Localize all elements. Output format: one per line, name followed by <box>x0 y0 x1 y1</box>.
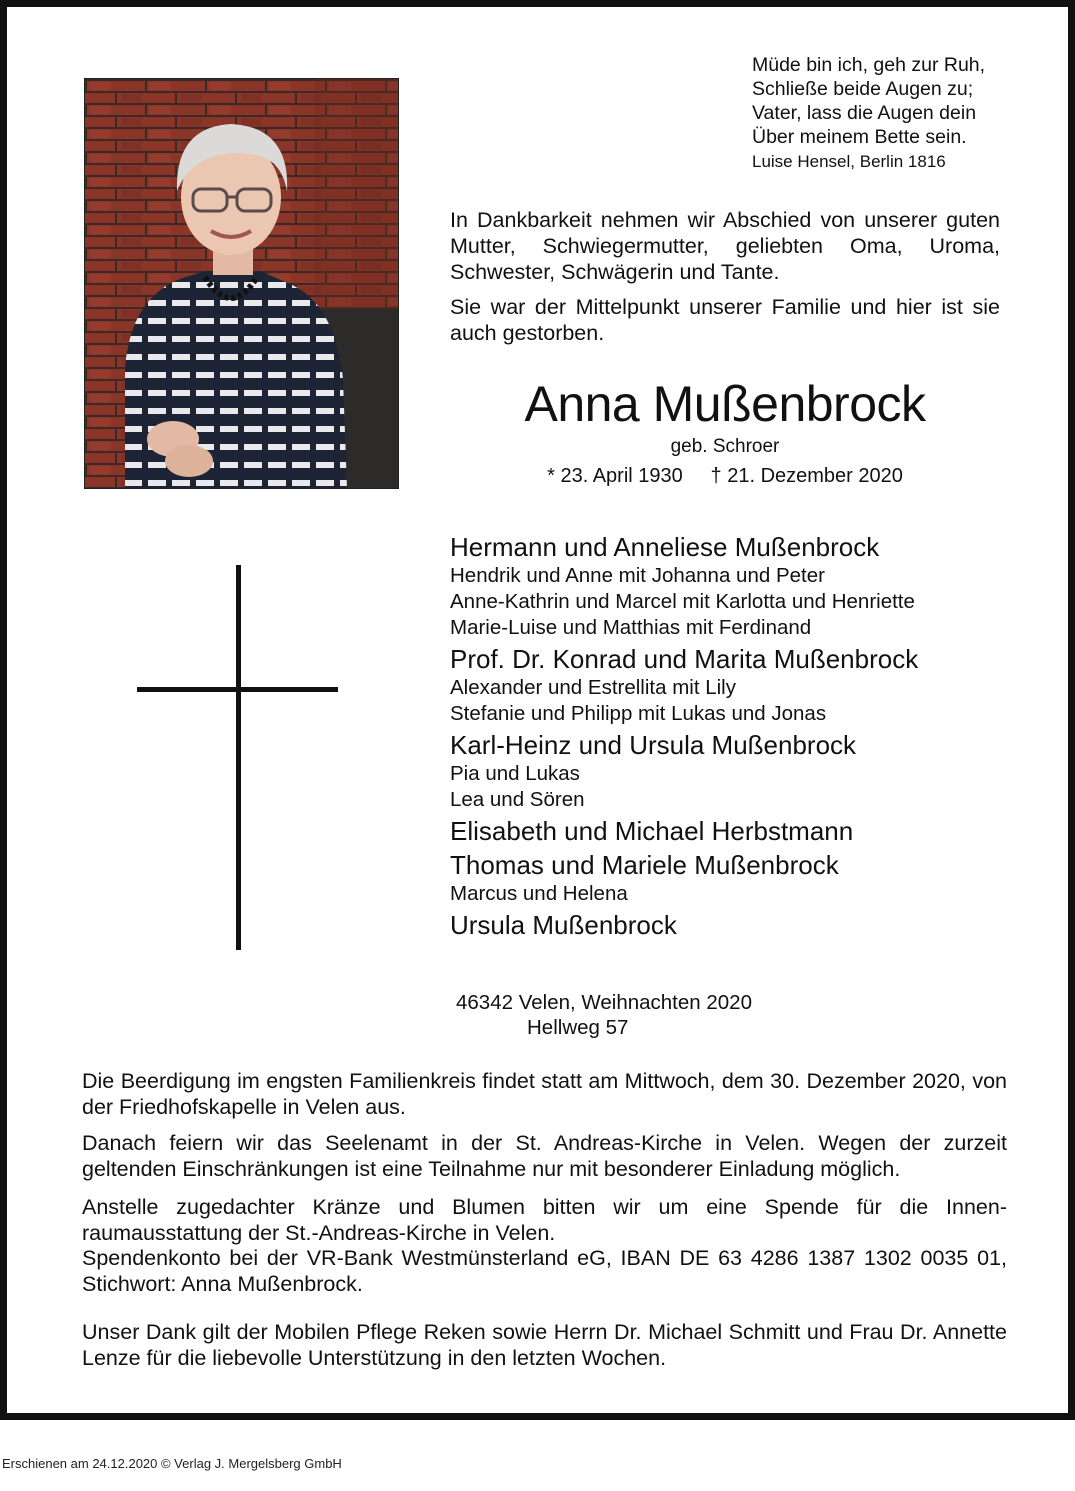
funeral-text: Die Beerdigung im engsten Familienkreis findet statt am Mittwoch, dem 30. Dezember 2020, von der Friedhofskapelle in Velen aus. <box>82 1069 1007 1119</box>
cross-icon <box>236 565 241 950</box>
poem-line: Müde bin ich, geh zur Ruh, <box>752 54 986 76</box>
intro-text <box>450 207 1000 285</box>
address-line: Hellweg 57 <box>527 1016 629 1039</box>
birth-name: geb. Schroer <box>670 436 780 457</box>
family-member: Alexander und Estrellita mit Lily <box>450 676 736 699</box>
family-member-main: Thomas und Mariele Mußenbrock <box>450 850 839 880</box>
intro-paragraph: Sie war der Mittelpunkt unserer Familie und hier ist sie auch gestorben. <box>450 295 1000 345</box>
donation-account: Spendenkonto bei der VR-Bank Westmünsterland eG, IBAN DE 63 4286 1387 1302 0035 01, Stichwort: Anna Mußenbrock. <box>82 1246 1007 1296</box>
intro-text-2 <box>450 294 1000 346</box>
family-member: Marcus und Helena <box>450 882 628 905</box>
thanks-text: Unser Dank gilt der Mobilen Pflege Reken sowie Herrn Dr. Michael Schmitt und Frau Dr. Annette Lenze für die liebevolle Unterstützung in den letzten Wochen. <box>82 1320 1007 1370</box>
donation-note <box>82 1195 1007 1297</box>
family-member-main: Prof. Dr. Konrad und Marita Mußenbrock <box>450 644 919 674</box>
portrait-photo <box>84 78 399 489</box>
family-member: Anne-Kathrin und Marcel mit Karlotta und Henriette <box>450 590 915 613</box>
deceased-name: Anna Mußenbrock <box>524 376 926 432</box>
poem-line: Vater, lass die Augen dein <box>752 102 977 124</box>
life-dates: * 23. April 1930 † 21. Dezember 2020 <box>547 465 903 487</box>
place-line: 46342 Velen, Weihnachten 2020 <box>456 991 752 1014</box>
family-member-main: Hermann und Anneliese Mußenbrock <box>450 532 880 562</box>
family-list <box>450 529 1050 941</box>
family-member: Marie-Luise und Matthias mit Ferdinand <box>450 616 812 639</box>
poem-source: Luise Hensel, Berlin 1816 <box>752 152 946 171</box>
publication-footer: Erschienen am 24.12.2020 © Verlag J. Mergelsberg GmbH <box>2 1456 342 1471</box>
poem-line: Schließe beide Augen zu; <box>752 78 974 100</box>
cross-icon-bar <box>137 687 338 692</box>
family-member-main: Karl-Heinz und Ursula Mußenbrock <box>450 730 857 760</box>
family-member: Lea und Sören <box>450 788 585 811</box>
portrait-illustration <box>85 79 398 488</box>
mass-note <box>82 1131 1007 1182</box>
poem-line: Über meinem Bette sein. <box>752 126 967 148</box>
poem <box>752 53 985 149</box>
place-and-date <box>456 990 752 1040</box>
family-member: Stefanie und Philipp mit Lukas und Jonas <box>450 702 827 725</box>
family-member: Pia und Lukas <box>450 762 580 785</box>
family-member: Hendrik und Anne mit Johanna und Peter <box>450 564 825 587</box>
intro-paragraph: In Dankbarkeit nehmen wir Abschied von unserer guten Mutter, Schwiegermutter, geliebten Oma, Uroma, Schwester, Schwägerin und Tante. <box>450 208 1000 284</box>
mass-text: Danach feiern wir das Seelenamt in der St. Andreas-Kirche in Velen. Wegen der zurzeit geltenden Einschränkungen ist eine Teilnahme nur mit besonderer Einladung möglich. <box>82 1131 1007 1181</box>
family-member-main: Elisabeth und Michael Herbstmann <box>450 816 854 846</box>
funeral-note <box>82 1069 1007 1120</box>
donation-text: Anstelle zugedachter Kränze und Blumen bitten wir um eine Spende für die Innen-raumausstattung der St.-Andreas-Kirche in Velen. <box>82 1195 1007 1245</box>
family-member-main: Ursula Mußenbrock <box>450 910 677 940</box>
thanks-note <box>82 1320 1007 1371</box>
